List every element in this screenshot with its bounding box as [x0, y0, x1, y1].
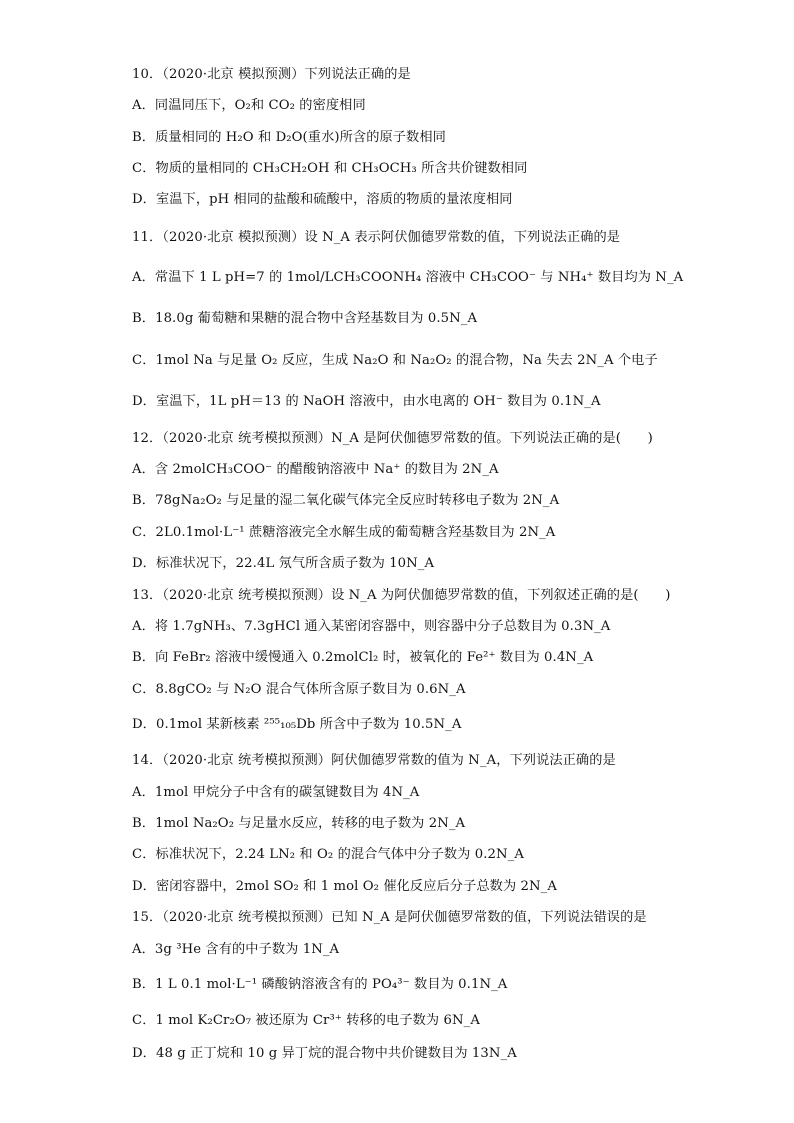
question-13-option-a: A．将 1.7gNH₃、7.3gHCl 通入某密闭容器中，则容器中分子总数目为 0.3N_A	[132, 619, 611, 634]
question-13-stem: 13．（2020·北京 统考模拟预测）设 N_A 为阿伏伽德罗常数的值，下列叙述正确的是( )	[132, 588, 671, 603]
question-11-option-c: C．1mol Na 与足量 O₂ 反应，生成 Na₂O 和 Na₂O₂ 的混合物，Na 失去 2N_A 个电子	[132, 353, 658, 368]
question-10-option-d: D．室温下，pH 相同的盐酸和硫酸中，溶质的物质的量浓度相同	[132, 192, 513, 207]
question-13-option-d: D．0.1mol 某新核素 ²⁵⁵₁₀₅Db 所含中子数为 10.5N_A	[132, 717, 462, 732]
question-12-option-b: B．78gNa₂O₂ 与足量的湿二氧化碳气体完全反应时转移电子数为 2N_A	[132, 493, 560, 508]
question-15-option-c: C．1 mol K₂Cr₂O₇ 被还原为 Cr³⁺ 转移的电子数为 6N_A	[132, 1013, 480, 1028]
question-11-stem: 11．（2020·北京 模拟预测）设 N_A 表示阿伏伽德罗常数的值，下列说法正确的是	[132, 230, 621, 245]
question-11-option-b: B．18.0g 葡萄糖和果糖的混合物中含羟基数目为 0.5N_A	[132, 311, 478, 326]
question-15-option-b: B．1 L 0.1 mol·L⁻¹ 磷酸钠溶液含有的 PO₄³⁻ 数目为 0.1N_A	[132, 977, 508, 992]
question-14-option-a: A．1mol 甲烷分子中含有的碳氢键数目为 4N_A	[132, 785, 420, 800]
question-15-stem: 15．（2020·北京 统考模拟预测）已知 N_A 是阿伏伽德罗常数的值，下列说法错误的是	[132, 910, 647, 925]
question-14-stem: 14．（2020·北京 统考模拟预测）阿伏伽德罗常数的值为 N_A，下列说法正确的是	[132, 753, 616, 768]
question-14-option-c: C．标准状况下，2.24 LN₂ 和 O₂ 的混合气体中分子数为 0.2N_A	[132, 847, 524, 862]
question-11-option-a: A．常温下 1 L pH=7 的 1mol/LCH₃COONH₄ 溶液中 CH₃COO⁻ 与 NH₄⁺ 数目均为 N_A	[132, 270, 684, 285]
question-10-stem: 10．（2020·北京 模拟预测）下列说法正确的是	[132, 67, 411, 82]
question-10-option-c: C．物质的量相同的 CH₃CH₂OH 和 CH₃OCH₃ 所含共价键数相同	[132, 161, 528, 176]
question-15-option-d: D．48 g 正丁烷和 10 g 异丁烷的混合物中共价键数目为 13N_A	[132, 1046, 517, 1061]
question-10-option-b: B．质量相同的 H₂O 和 D₂O(重水)所含的原子数相同	[132, 130, 446, 145]
question-12-option-d: D．标准状况下，22.4L 氖气所含质子数为 10N_A	[132, 556, 435, 571]
question-15-option-a: A．3g ³He 含有的中子数为 1N_A	[132, 942, 340, 957]
question-10-option-a: A．同温同压下，O₂和 CO₂ 的密度相同	[132, 98, 366, 113]
question-13-option-c: C．8.8gCO₂ 与 N₂O 混合气体所含原子数目为 0.6N_A	[132, 682, 466, 697]
question-12-stem: 12．（2020·北京 统考模拟预测）N_A 是阿伏伽德罗常数的值。下列说法正确的是( )	[132, 431, 653, 446]
question-14-option-d: D．密闭容器中，2mol SO₂ 和 1 mol O₂ 催化反应后分子总数为 2N_A	[132, 879, 557, 894]
question-11-option-d: D．室温下，1L pH＝13 的 NaOH 溶液中，由水电离的 OH⁻ 数目为 0.1N_A	[132, 394, 601, 409]
question-13-option-b: B．向 FeBr₂ 溶液中缓慢通入 0.2molCl₂ 时，被氧化的 Fe²⁺ 数目为 0.4N_A	[132, 650, 594, 665]
question-14-option-b: B．1mol Na₂O₂ 与足量水反应，转移的电子数为 2N_A	[132, 816, 466, 831]
question-12-option-c: C．2L0.1mol·L⁻¹ 蔗糖溶液完全水解生成的葡萄糖含羟基数目为 2N_A	[132, 525, 556, 540]
question-12-option-a: A．含 2molCH₃COO⁻ 的醋酸钠溶液中 Na⁺ 的数目为 2N_A	[132, 462, 499, 477]
